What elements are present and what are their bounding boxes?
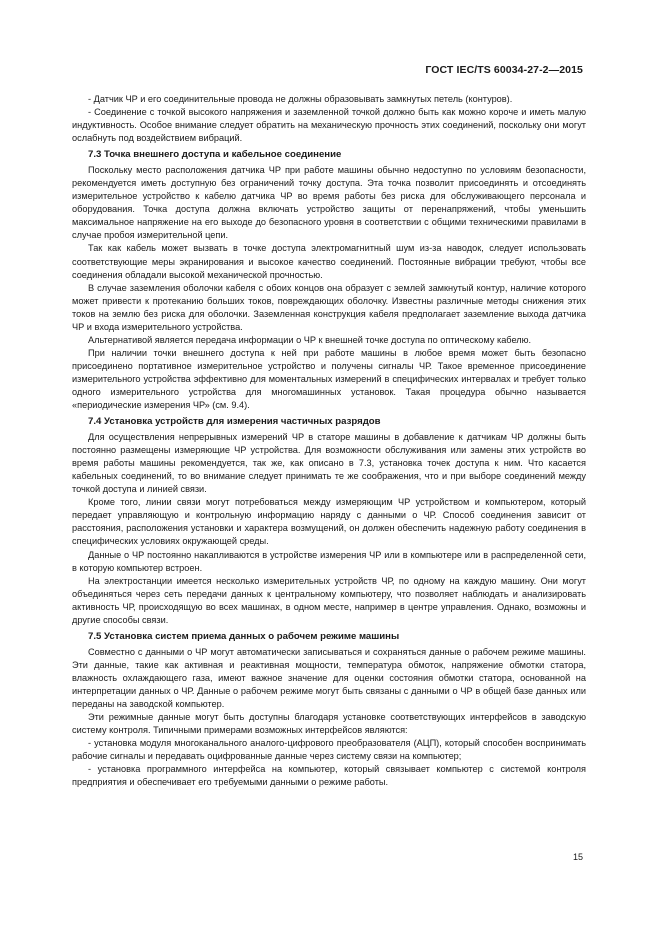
standard-header: ГОСТ IEC/TS 60034-27-2—2015 [425, 64, 583, 76]
paragraph: - установка модуля многоканального аналого-цифрового преобразователя (АЦП), который способен воспринимать рабочие сигналы и передавать оцифрованные данные через систему связи на компьютер; [72, 738, 586, 762]
paragraph: В случае заземления оболочки кабеля с обоих концов она образует с землей замкнутый контур, наличие которого может привести к протеканию больших токов, повреждающих оболочку. Известны различные методы снижения этих токов на землю без риска для оболочки. Заземленная конструкция кабеля предполагает заземление выхода датчика ЧР и входа измерительного устройства. [72, 282, 586, 332]
document-body [72, 93, 586, 789]
paragraph: Для осуществления непрерывных измерений ЧР в статоре машины в добавление к датчикам ЧР должны быть постоянно размещены измеряющие ЧР устройства. Для возможности обслуживания или замены этих устройств во время работы машины рекомендуется, так же, как описано в 7.3, установка точек доступа к ним. Что касается кабельных соединений, то во внимание следует принимать те же соображения, что и при выборе соединений между точкой доступа и линией связи. [72, 432, 586, 495]
paragraph: Альтернативой является передача информации о ЧР к внешней точке доступа по оптическому кабелю. [88, 334, 532, 345]
paragraph: Кроме того, линии связи могут потребоваться между измеряющим ЧР устройством и компьютером, который передает управляющую и контрольную информацию наряду с данными о ЧР. Способ соединения зависит от расстояния, расположения установки и характера возмущений, он должен обеспечить надежную работу соединения в специфических условиях окружающей среды. [72, 497, 586, 547]
paragraph: Так как кабель может вызвать в точке доступа электромагнитный шум из-за наводок, следует использовать соответствующие меры экранирования и высокое качество соединений. Постоянные вибрации требуют, чтобы все соединения обладали высокой механической прочностью. [72, 243, 586, 280]
page-number: 15 [572, 852, 583, 862]
section-heading: 7.3 Точка внешнего доступа и кабельное соединение [88, 149, 342, 161]
paragraph: Поскольку место расположения датчика ЧР при работе машины обычно недоступно по условиям безопасности, рекомендуется иметь доступную без ограничений точку доступа. Эта точка позволит присоединять и отсоединять измерительное устройство к кабелю датчика ЧР во время работы без риска для обслуживающего персонала и оборудования. Точка доступа должна включать устройство защиты от перенапряжений, чтобы уменьшить максимальное напряжение на его выходе до безопасного уровня в соответствии с общими техническими правилами в случае пробоя измерительной цепи. [72, 165, 586, 241]
paragraph: При наличии точки внешнего доступа к ней при работе машины в любое время может быть безопасно присоединено портативное измерительное устройство и получены сигналы ЧР. Такое временное присоединение измерительного устройства эффективно для моментальных измерений в специфических интервалах и требует только одного измерительного устройства для многомашинных установок. Такая процедура обычно называется «периодические измерения ЧР» (см. 9.4). [72, 347, 586, 411]
paragraph: Данные о ЧР постоянно накапливаются в устройстве измерения ЧР или в компьютере или в распределенной сети, в которую компьютер встроен. [72, 549, 586, 573]
paragraph: На электростанции имеется несколько измерительных устройств ЧР, по одному на каждую машину. Они могут объединяться через сеть передачи данных к центральному компьютеру, что позволяет наблюдать и анализировать активность ЧР, происходящую во всех машинах, в одном месте, например в центре управления. Однако, возможны и другие способы связи. [72, 575, 586, 625]
paragraph: - Датчик ЧР и его соединительные провода не должны образовывать замкнутых петель (контуров). [88, 94, 513, 104]
section-heading: 7.4 Установка устройств для измерения частичных разрядов [88, 416, 381, 428]
paragraph: Совместно с данными о ЧР могут автоматически записываться и сохраняться данные о рабочем режиме машины. Эти данные, такие как активная и реактивная мощности, температура обмоток, напряжение обмотки статора, влажность охлаждающего газа, имеют важное значение для оценки состояния обмотки статора, основанной на интерпретации данных о ЧР. Данные о рабочем режиме могут быть связаны с данными о ЧР в общей базе данных или переданы на заводской компьютер. [72, 646, 586, 709]
section-heading: 7.5 Установка систем приема данных о рабочем режиме машины [88, 630, 400, 642]
paragraph: Эти режимные данные могут быть доступны благодаря установке соответствующих интерфейсов в заводскую систему контроля. Типичными примерами возможных интерфейсов являются: [72, 712, 586, 736]
paragraph: - установка программного интерфейса на компьютер, который связывает компьютер с системой контроля предприятия и обеспечивает его требуемыми данными о режиме работы. [72, 764, 586, 788]
paragraph: - Соединение с точкой высокого напряжения и заземленной точкой должно быть как можно короче и иметь малую индуктивность. Особое внимание следует обратить на механическую прочность этих соединений, поскольку они могут ослабнуть под воздействием вибраций. [72, 107, 586, 144]
